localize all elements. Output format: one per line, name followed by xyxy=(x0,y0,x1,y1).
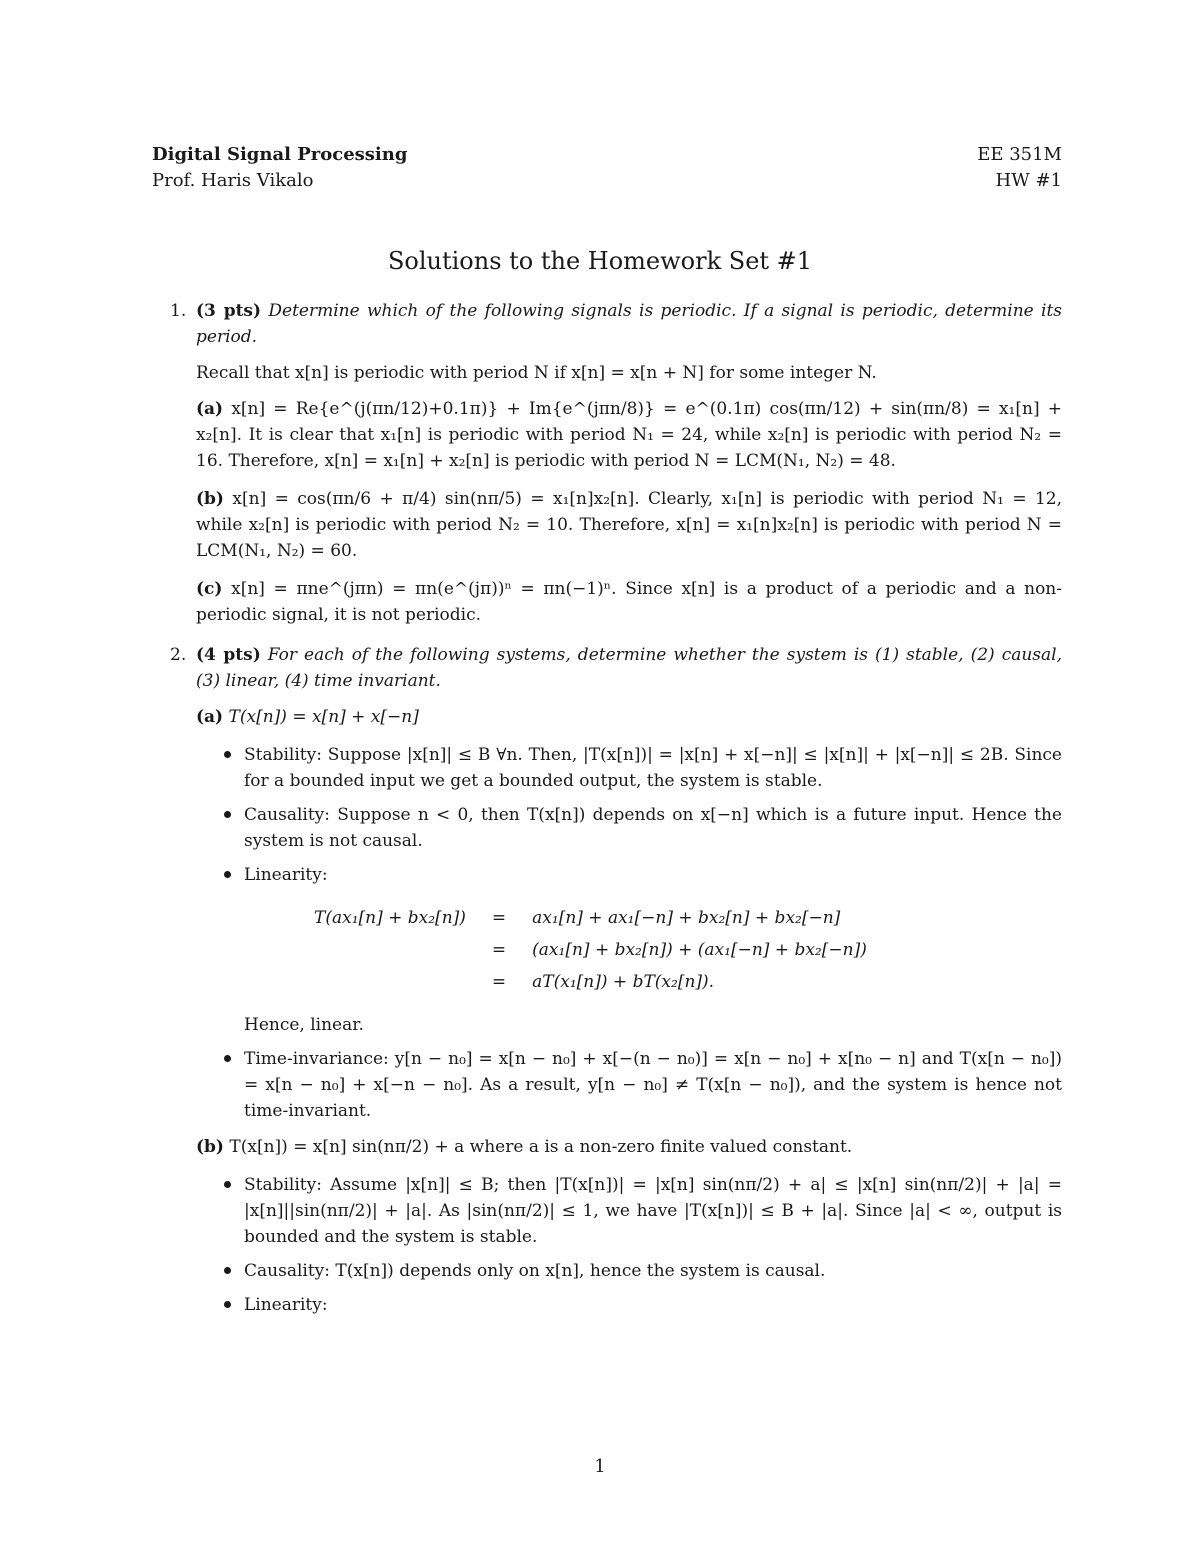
question-2 xyxy=(152,642,1062,1318)
causality-text: Causality: T(x[n]) depends only on x[n], hence the system is causal. xyxy=(244,1261,826,1281)
part-text: x[n] = Re{e^(j(πn/12)+0.1π)} + Im{e^(jπn/8)} = e^(0.1π) cos(πn/12) + sin(πn/8) = x₁[n] + x₂[n]. It is clear that x₁[n] is periodic with period N₁ = 24, while x₂[n] is periodic with period N₂ = 16. Therefore, x[n] = x₁[n] + x₂[n] is periodic with period N = LCM(N₁, N₂) = 48. xyxy=(196,399,1063,471)
part-label: (a) xyxy=(196,399,224,419)
linearity-conclusion: Hence, linear. xyxy=(244,1015,364,1035)
question-text: Determine which of the following signals is periodic. If a signal is periodic, determine its period. xyxy=(196,301,1063,347)
bullet-icon xyxy=(224,1055,231,1062)
bullet-icon xyxy=(224,751,231,758)
document-body xyxy=(152,298,1062,1332)
linearity-text: Linearity: xyxy=(244,865,328,885)
part-b xyxy=(196,1134,1062,1160)
question-prompt xyxy=(196,642,1062,694)
professor-name: Prof. Haris Vikalo xyxy=(152,170,314,191)
recall-text: Recall that x[n] is periodic with period N if x[n] = x[n + N] for some integer N. xyxy=(196,363,877,383)
bullet-icon xyxy=(224,1181,231,1188)
equation-lhs: T(ax₁[n] + bx₂[n]) xyxy=(314,908,466,928)
list-item xyxy=(196,1292,1062,1318)
part-label: (b) xyxy=(196,1137,224,1157)
header-right xyxy=(977,142,1062,194)
part-b xyxy=(196,486,1062,564)
equation-rhs-3: aT(x₁[n]) + bT(x₂[n]). xyxy=(532,972,715,992)
system-definition: T(x[n]) = x[n] + x[−n] xyxy=(228,707,419,727)
list-item xyxy=(196,742,1062,794)
part-a-analysis xyxy=(196,742,1062,888)
stability-text: Stability: Suppose |x[n]| ≤ B ∀n. Then, |T(x[n])| = |x[n] + x[−n]| ≤ |x[n]| + |x[−n]| ≤ 2B. Since for a bounded input we get a bounded output, the system is stable. xyxy=(244,745,1062,791)
part-a-time-invariance xyxy=(196,1046,1062,1124)
header-left xyxy=(152,142,407,194)
equation-rhs-2: (ax₁[n] + bx₂[n]) + (ax₁[−n] + bx₂[−n]) xyxy=(532,940,867,960)
part-a xyxy=(196,396,1062,474)
part-label: (a) xyxy=(196,707,224,727)
part-label: (c) xyxy=(196,579,223,599)
part-a xyxy=(196,704,1062,730)
part-text: x[n] = cos(πn/6 + π/4) sin(nπ/5) = x₁[n]x₂[n]. Clearly, x₁[n] is periodic with period N₁ = 12, while x₂[n] is periodic with period N₂ = 10. Therefore, x[n] = x₁[n]x₂[n] is periodic with period N = LCM(N₁, N₂) = 60. xyxy=(196,489,1063,561)
time-invariance-text: Time-invariance: y[n − n₀] = x[n − n₀] + x[−(n − n₀)] = x[n − n₀] + x[n₀ − n] and T(x[n − n₀]) = x[n − n₀] + x[−n − n₀]. As a result, y[n − n₀] ≠ T(x[n − n₀]), and the system is hence not time-invariant. xyxy=(244,1049,1062,1121)
part-c xyxy=(196,576,1062,628)
bullet-icon xyxy=(224,811,231,818)
equals-sign: = xyxy=(491,908,507,928)
part-text: x[n] = πne^(jπn) = πn(e^(jπ))ⁿ = πn(−1)ⁿ. Since x[n] is a product of a periodic and a non-periodic signal, it is not periodic. xyxy=(196,579,1062,625)
list-item xyxy=(196,1258,1062,1284)
bullet-icon xyxy=(224,1267,231,1274)
equals-sign: = xyxy=(491,940,507,960)
question-prompt xyxy=(196,298,1062,350)
question-number: 2. xyxy=(170,645,187,665)
document-title: Solutions to the Homework Set #1 xyxy=(387,247,813,275)
list-item xyxy=(196,862,1062,888)
causality-text: Causality: Suppose n < 0, then T(x[n]) depends on x[−n] which is a future input. Hence the system is not causal. xyxy=(244,805,1062,851)
equals-sign: = xyxy=(491,972,507,992)
points-label: (3 pts) xyxy=(196,301,262,321)
stability-text: Stability: Assume |x[n]| ≤ B; then |T(x[n])| = |x[n] sin(nπ/2) + a| ≤ |x[n] sin(nπ/2)| + |a| = |x[n]||sin(nπ/2)| + |a|. As |sin(nπ/2)| ≤ 1, we have |T(x[n])| ≤ B + |a|. Since |a| < ∞, output is bounded and the system is stable. xyxy=(244,1175,1062,1247)
course-title: Digital Signal Processing xyxy=(152,144,408,165)
linearity-text: Linearity: xyxy=(244,1295,328,1315)
list-item xyxy=(196,1172,1062,1250)
homework-number: HW #1 xyxy=(995,170,1062,191)
part-b-analysis xyxy=(196,1172,1062,1318)
equation-array xyxy=(306,902,875,998)
part-label: (b) xyxy=(196,489,224,509)
question-1 xyxy=(152,298,1062,628)
course-code: EE 351M xyxy=(977,144,1062,165)
linearity-equation xyxy=(196,902,1062,998)
system-definition: T(x[n]) = x[n] sin(nπ/2) + a where a is a non-zero finite valued constant. xyxy=(229,1137,853,1157)
page-number: 1 xyxy=(594,1456,606,1477)
question-number: 1. xyxy=(170,301,187,321)
question-text: For each of the following systems, determine whether the system is (1) stable, (2) causal, (3) linear, (4) time invariant. xyxy=(196,645,1063,691)
points-label: (4 pts) xyxy=(196,645,261,665)
bullet-icon xyxy=(224,1301,231,1308)
equation-rhs-1: ax₁[n] + ax₁[−n] + bx₂[n] + bx₂[−n] xyxy=(532,908,841,928)
bullet-icon xyxy=(224,871,231,878)
list-item xyxy=(196,802,1062,854)
list-item xyxy=(196,1046,1062,1124)
